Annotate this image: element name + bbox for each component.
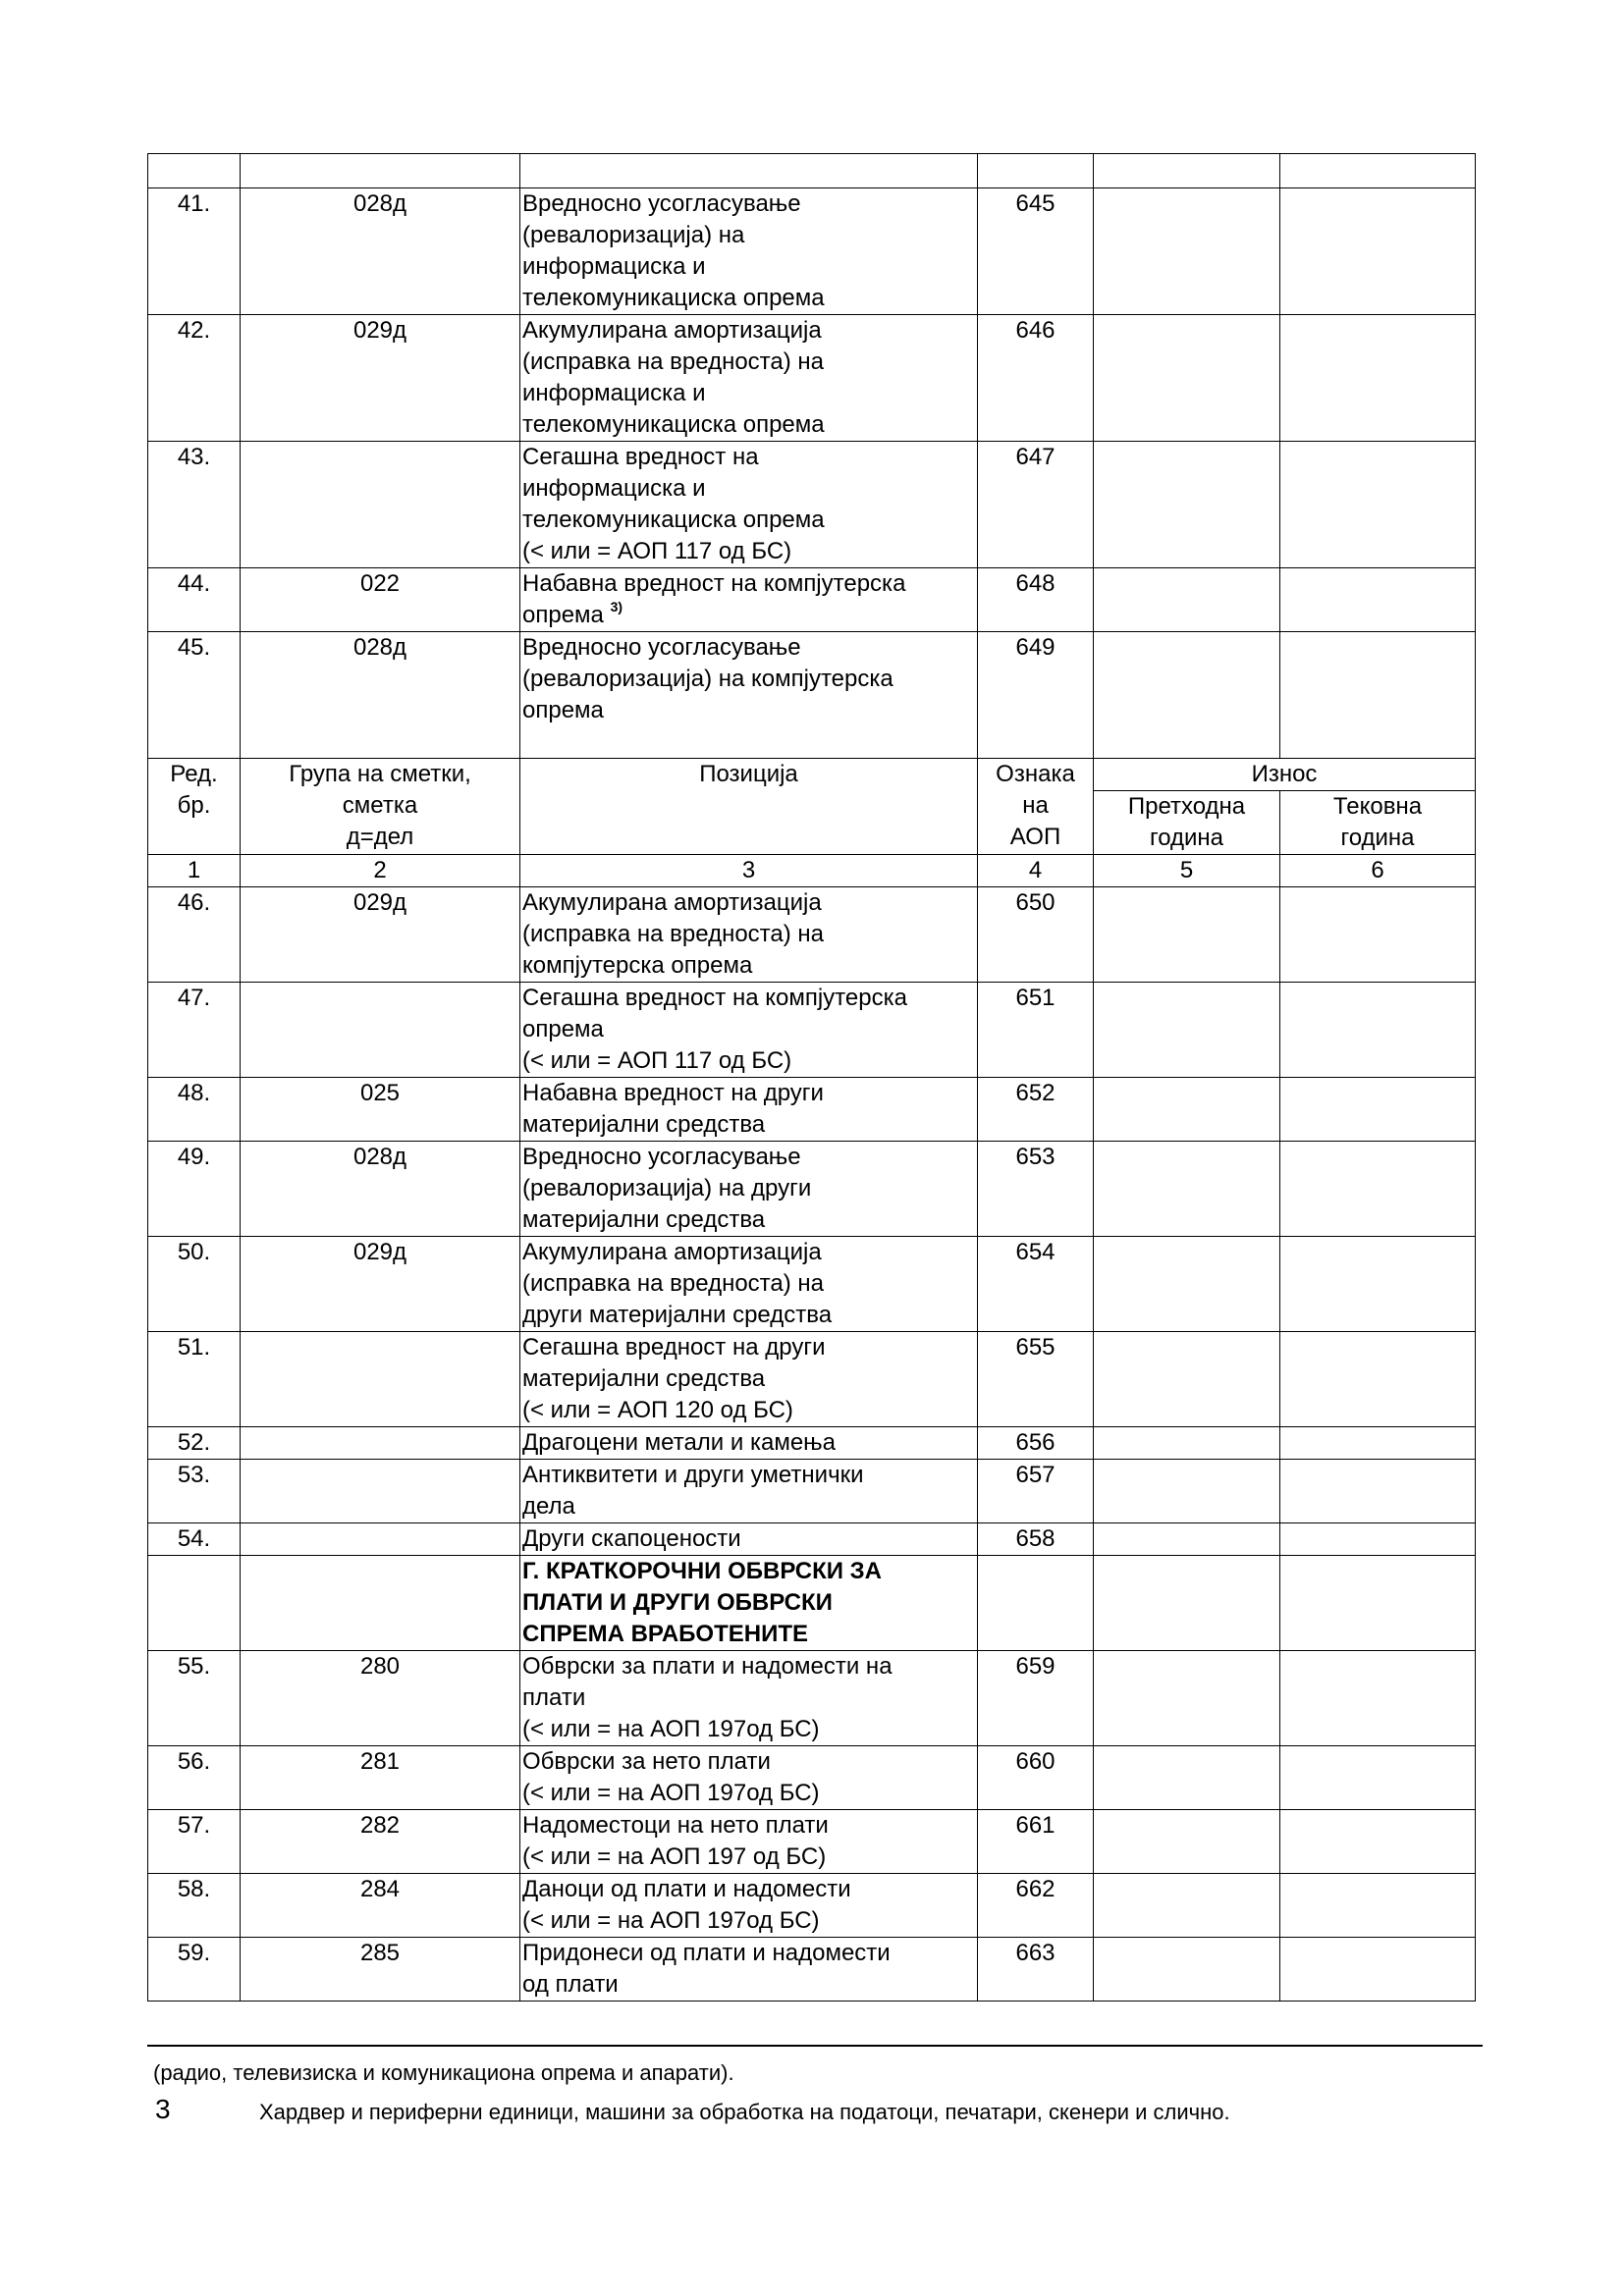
position-description [520,887,978,983]
current-year-amount [1280,1460,1476,1523]
current-year-amount [1280,1142,1476,1237]
account-group [241,983,520,1078]
row-number: 51. [148,1332,241,1427]
table-row [148,1078,1476,1142]
position-line: информациска и [522,380,706,406]
position-line: Набавна вредност на компјутерска [522,570,906,597]
position-description [520,1523,978,1556]
position-line: Обврски за плати и надомести на [522,1653,893,1680]
col-number: 6 [1280,855,1476,887]
account-group: 028д [241,1142,520,1237]
position-description [520,1874,978,1938]
aop-code: 653 [978,1142,1094,1237]
aop-code [978,1556,1094,1651]
row-number: 41. [148,188,241,315]
position-description [520,1078,978,1142]
row-number: 56. [148,1746,241,1810]
account-group [241,1523,520,1556]
row-number: 43. [148,442,241,568]
table-body-upper [148,154,1476,759]
account-group: 285 [241,1938,520,2002]
position-line: Набавна вредност на други [522,1080,824,1106]
current-year-amount [1280,188,1476,315]
position-line: компјутерска опрема [522,952,753,979]
table-row [148,568,1476,632]
row-number [148,1556,241,1651]
account-group: 281 [241,1746,520,1810]
position-description [520,1938,978,2002]
position-line: (< или = на АОП 197од БС) [522,1716,820,1742]
previous-year-amount [1094,1142,1280,1237]
position-line: телекомуникациска опрема [522,285,825,311]
position-description [520,1460,978,1523]
col-number: 4 [978,855,1094,887]
position-description [520,1746,978,1810]
position-line: Антиквитети и други уметнички [522,1462,864,1488]
aop-code: 652 [978,1078,1094,1142]
table-row [148,1460,1476,1523]
position-line: материјални средства [522,1206,766,1233]
position-line: Надоместоци на нето плати [522,1812,829,1839]
footnote-marker: 3) [610,599,623,614]
aop-code: 647 [978,442,1094,568]
table-body-lower [148,887,1476,2002]
position-line: (< или = АОП 120 од БС) [522,1397,793,1423]
previous-year-amount [1094,188,1280,315]
row-number: 54. [148,1523,241,1556]
current-year-amount [1280,568,1476,632]
current-year-amount [1280,1874,1476,1938]
current-year-amount [1280,887,1476,983]
position-description [520,632,978,759]
row-number: 48. [148,1078,241,1142]
table-row [148,887,1476,983]
col-number: 1 [148,855,241,887]
aop-code: 646 [978,315,1094,442]
table-row [148,1523,1476,1556]
position-line: материјални средства [522,1365,766,1392]
previous-year-amount [1094,442,1280,568]
position-line: (исправка на вредноста) на [522,921,825,947]
header-prethodna: Претходна година [1094,791,1280,855]
previous-year-amount [1094,632,1280,759]
row-number: 52. [148,1427,241,1460]
account-group: 029д [241,1237,520,1332]
account-group [241,1332,520,1427]
previous-year-amount [1094,1746,1280,1810]
column-number-row [148,855,1476,887]
position-line: информациска и [522,475,706,502]
account-group: 280 [241,1651,520,1746]
current-year-amount [1280,442,1476,568]
row-number: 53. [148,1460,241,1523]
header-row [148,759,1476,791]
aop-code: 654 [978,1237,1094,1332]
row-number: 55. [148,1651,241,1746]
position-line: Акумулирана амортизација [522,317,822,344]
position-line: (< или = на АОП 197од БС) [522,1780,820,1806]
aop-code: 648 [978,568,1094,632]
account-group [241,1460,520,1523]
position-line: Вредносно усогласување [522,1144,801,1170]
position-line: Сегашна вредност на други [522,1334,826,1361]
previous-year-amount [1094,1938,1280,2002]
row-number: 57. [148,1810,241,1874]
current-year-amount [1280,1938,1476,2002]
footnote-number: 3 [155,2094,171,2124]
aop-code: 657 [978,1460,1094,1523]
account-group: 028д [241,188,520,315]
previous-year-amount [1094,315,1280,442]
current-year-amount [1280,1237,1476,1332]
aop-code: 649 [978,632,1094,759]
account-group: 022 [241,568,520,632]
position-line: Г. КРАТКОРОЧНИ ОБВРСКИ ЗА [522,1558,882,1584]
header-red-br: Ред. бр. [148,759,241,855]
account-group: 028д [241,632,520,759]
aop-code: 660 [978,1746,1094,1810]
table-row [148,1938,1476,2002]
account-group: 029д [241,887,520,983]
position-description [520,983,978,1078]
position-description [520,1237,978,1332]
position-line: опрема [522,697,604,723]
footnote-previous-tail: (радио, телевизиска и комуникациона опрема и апарати). [153,2060,734,2085]
previous-year-amount [1094,1332,1280,1427]
table-row [148,983,1476,1078]
position-description [520,1810,978,1874]
current-year-amount [1280,1746,1476,1810]
position-line: ПЛАТИ И ДРУГИ ОБВРСКИ [522,1589,833,1616]
header-tekovna: Тековна година [1280,791,1476,855]
previous-year-amount [1094,1460,1280,1523]
aop-code: 663 [978,1938,1094,2002]
footnote-separator [147,2045,1483,2047]
position-line: (ревалоризација) на други [522,1175,812,1201]
account-group: 282 [241,1810,520,1874]
position-line: Обврски за нето плати [522,1748,771,1775]
previous-year-amount [1094,983,1280,1078]
position-line: Придонеси од плати и надомести [522,1940,891,1966]
table-row [148,188,1476,315]
position-line: Акумулирана амортизација [522,889,822,916]
row-number: 46. [148,887,241,983]
row-number: 49. [148,1142,241,1237]
table-row [148,315,1476,442]
position-line: (ревалоризација) на [522,222,745,248]
previous-year-amount [1094,887,1280,983]
financial-report-table [147,153,1476,2002]
position-line: (< или = АОП 117 од БС) [522,1047,792,1074]
aop-code: 645 [978,188,1094,315]
previous-year-amount [1094,1874,1280,1938]
account-group [241,1556,520,1651]
header-oznaka: Ознака на АОП [978,759,1094,855]
table-row-continuation [148,154,1476,188]
position-line: дела [522,1493,575,1520]
position-line: Вредносно усогласување [522,634,801,661]
row-number: 44. [148,568,241,632]
previous-year-amount [1094,1810,1280,1874]
row-number: 45. [148,632,241,759]
position-line: (исправка на вредноста) на [522,348,825,375]
position-line: Вредносно усогласување [522,190,801,217]
footnote-text: Хардвер и периферни единици, машини за обработка на податоци, печатари, скенери и слично. [259,2100,1230,2124]
aop-code: 655 [978,1332,1094,1427]
position-line: (< или = на АОП 197 од БС) [522,1843,827,1870]
position-line: материјални средства [522,1111,766,1138]
current-year-amount [1280,1810,1476,1874]
table-row [148,442,1476,568]
row-number: 59. [148,1938,241,2002]
position-line: телекомуникациска опрема [522,507,825,533]
table-header [148,759,1476,887]
row-number: 58. [148,1874,241,1938]
previous-year-amount [1094,1651,1280,1746]
position-line: Сегашна вредност на [522,444,759,470]
current-year-amount [1280,983,1476,1078]
previous-year-amount [1094,1523,1280,1556]
table-row [148,1427,1476,1460]
position-line: (< или = на АОП 197од БС) [522,1907,820,1934]
position-line: Драгоцени метали и камења [522,1429,837,1456]
table-row [148,1746,1476,1810]
current-year-amount [1280,1332,1476,1427]
table-row [148,1651,1476,1746]
current-year-amount [1280,632,1476,759]
aop-code: 656 [978,1427,1094,1460]
previous-year-amount [1094,1556,1280,1651]
aop-code: 651 [978,983,1094,1078]
col-number: 2 [241,855,520,887]
current-year-amount [1280,315,1476,442]
position-line: опрема [522,1016,604,1042]
position-line: (ревалоризација) на компјутерска [522,666,893,692]
row-number: 47. [148,983,241,1078]
aop-code: 662 [978,1874,1094,1938]
position-description [520,1142,978,1237]
table-row [148,1142,1476,1237]
previous-year-amount [1094,1237,1280,1332]
position-line: телекомуникациска опрема [522,411,825,438]
position-description [520,315,978,442]
aop-code: 650 [978,887,1094,983]
position-description [520,442,978,568]
position-line: опрема [522,602,604,628]
table-row [148,1556,1476,1651]
account-group: 029д [241,315,520,442]
col-number: 5 [1094,855,1280,887]
position-description [520,1332,978,1427]
account-group [241,1427,520,1460]
position-description [520,1651,978,1746]
position-line: Даноци од плати и надомести [522,1876,851,1902]
current-year-amount [1280,1078,1476,1142]
table-row [148,1237,1476,1332]
account-group: 284 [241,1874,520,1938]
previous-year-amount [1094,1427,1280,1460]
position-line: Сегашна вредност на компјутерска [522,985,907,1011]
current-year-amount [1280,1556,1476,1651]
previous-year-amount [1094,568,1280,632]
position-line: информациска и [522,253,706,280]
position-description [520,188,978,315]
row-number: 42. [148,315,241,442]
table-row [148,1874,1476,1938]
aop-code: 659 [978,1651,1094,1746]
position-line: СПРЕМА ВРАБОТЕНИТЕ [522,1621,808,1647]
account-group [241,442,520,568]
header-grupa: Група на сметки, сметка д=дел [241,759,520,855]
position-description [520,568,978,632]
position-line: други материјални средства [522,1302,833,1328]
table-row [148,1810,1476,1874]
current-year-amount [1280,1523,1476,1556]
row-number: 50. [148,1237,241,1332]
col-number: 3 [520,855,978,887]
position-line: плати [522,1684,586,1711]
account-group: 025 [241,1078,520,1142]
position-description [520,1427,978,1460]
position-description [520,1556,978,1651]
table-row [148,632,1476,759]
position-line: (исправка на вредноста) на [522,1270,825,1297]
previous-year-amount [1094,1078,1280,1142]
position-line: Други скапоцености [522,1525,741,1552]
header-iznos: Износ [1094,759,1476,791]
aop-code: 658 [978,1523,1094,1556]
header-pozicija: Позиција [520,759,978,855]
current-year-amount [1280,1427,1476,1460]
position-line: од плати [522,1971,619,1998]
position-line: (< или = АОП 117 од БС) [522,538,792,564]
aop-code: 661 [978,1810,1094,1874]
current-year-amount [1280,1651,1476,1746]
table-row [148,1332,1476,1427]
position-line: Акумулирана амортизација [522,1239,822,1265]
